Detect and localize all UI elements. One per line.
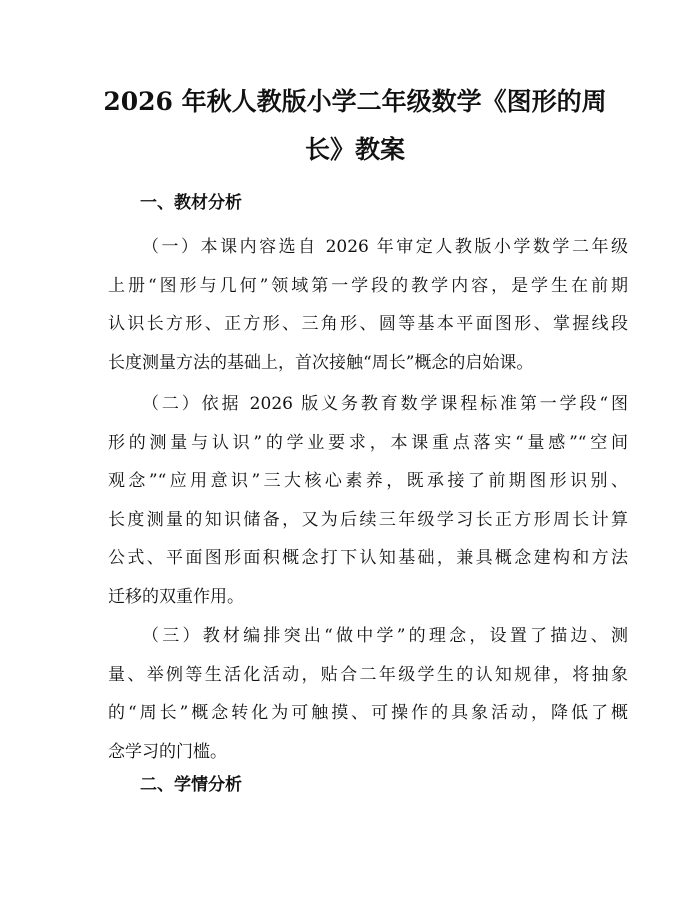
paragraph-line: 形的测量与认识”的学业要求，本课重点落实“量感”“空间: [108, 432, 628, 453]
paragraph-line: （一）本课内容选自 2026 年审定人教版小学数学二年级: [142, 237, 628, 257]
paragraph-line: （三）教材编排突出“做中学”的理念，设置了描边、测: [142, 626, 628, 646]
paragraph-line: 公式、平面图形面积概念打下认知基础，兼具概念建构和方法: [108, 548, 628, 568]
paragraph-1: [108, 228, 628, 382]
paragraph-3: [108, 617, 628, 771]
paragraph-line: 长度测量方法的基础上，首次接触“周长”概念的启始课。: [108, 352, 534, 373]
paragraph-line: 迁移的双重作用。: [108, 586, 244, 607]
paragraph-2: [108, 385, 628, 616]
section-heading-learners: 二、学情分析: [140, 775, 242, 795]
paragraph-line: 观念”“应用意识”三大核心素养，既承接了前期图形识别、: [108, 471, 628, 491]
section-heading-materials: 一、教材分析: [140, 193, 242, 213]
paragraph-line: 量、举例等生活化活动，贴合二年级学生的认知规律，将抽象: [108, 664, 628, 685]
document-title-line-2: 长》教案: [304, 135, 405, 164]
paragraph-line: 的“周长”概念转化为可触摸、可操作的具象活动，降低了概: [108, 703, 628, 723]
paragraph-line: 念学习的门槛。: [108, 741, 227, 762]
document-title-line-1: 2026 年秋人教版小学二年级数学《图形的周: [103, 87, 607, 116]
paragraph-line: 认识长方形、正方形、三角形、圆等基本平面图形、掌握线段: [108, 314, 628, 334]
paragraph-line: 上册“图形与几何”领域第一学段的教学内容，是学生在前期: [108, 275, 628, 296]
paragraph-line: 长度测量的知识储备，又为后续三年级学习长正方形周长计算: [108, 509, 628, 530]
paragraph-line: （二）依据 2026 版义务教育数学课程标准第一学段“图: [142, 394, 628, 414]
